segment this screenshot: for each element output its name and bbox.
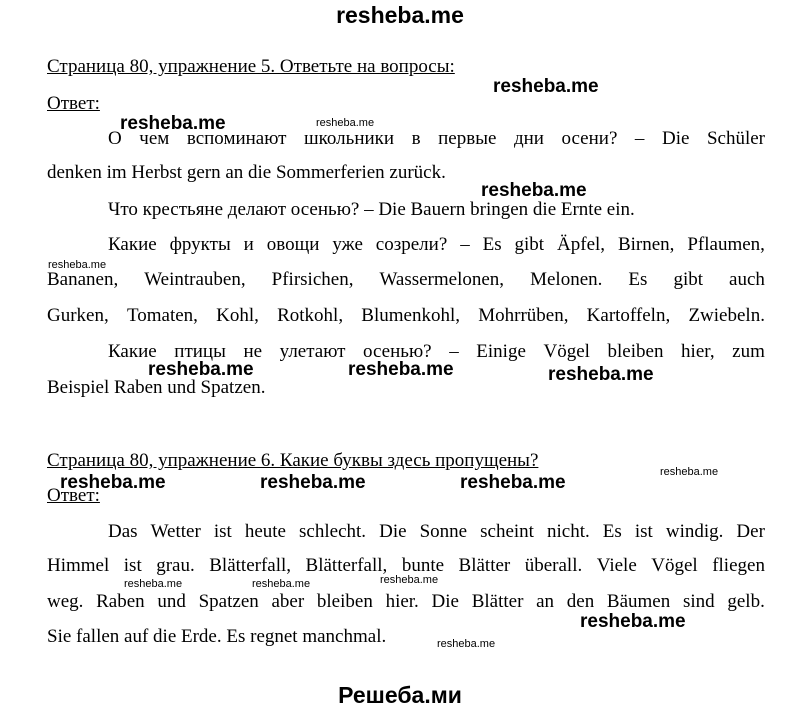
word: Blätter [471, 591, 524, 612]
word: не [243, 341, 263, 362]
word: Der [736, 521, 765, 542]
word: уже [332, 234, 363, 255]
word: школьники [304, 128, 395, 149]
word: – [634, 128, 645, 149]
word: Какие [108, 234, 157, 255]
word: gelb. [727, 591, 765, 612]
exercise-5-line-6 [47, 305, 765, 327]
word: и [243, 234, 254, 255]
word: – [460, 234, 470, 255]
watermark: resheba.me [120, 113, 226, 134]
word: Es [602, 521, 622, 542]
word: – [449, 341, 459, 362]
word: weg. [47, 591, 84, 612]
word: осени? [561, 128, 618, 149]
word: Es [628, 269, 648, 290]
word: an [536, 591, 555, 612]
word: bleiben [607, 341, 664, 362]
watermark: resheba.me [460, 472, 566, 493]
word: Raben [96, 591, 145, 612]
word: Viele [596, 555, 637, 576]
word: grau. [156, 555, 195, 576]
word: Die [431, 591, 459, 612]
word: Spatzen [198, 591, 259, 612]
word: Gurken, [47, 305, 109, 326]
word: О [108, 128, 122, 149]
watermark: resheba.me [580, 611, 686, 632]
word: Vögel [651, 555, 698, 576]
word: ist [213, 521, 232, 542]
word: aber [271, 591, 305, 612]
watermark: resheba.me [60, 472, 166, 493]
exercise-5-line-4 [108, 234, 765, 256]
word: hier, [681, 341, 715, 362]
word: Die [661, 128, 690, 149]
word: den [566, 591, 595, 612]
word: в [411, 128, 421, 149]
exercise-5-line-3: Что крестьяне делают осенью? – Die Bauern bringen die Ernte ein. [108, 199, 635, 220]
word: улетают [279, 341, 346, 362]
watermark: resheba.me [48, 259, 107, 271]
word: Bäumen [606, 591, 671, 612]
word: Mohrrüben, [478, 305, 569, 326]
word: Blätterfall, [209, 555, 292, 576]
word: Äpfel, [557, 234, 606, 255]
word: фрукты [169, 234, 231, 255]
word: Einige [476, 341, 526, 362]
word: und [157, 591, 186, 612]
word: nicht. [547, 521, 590, 542]
word: überall. [524, 555, 583, 576]
word: auch [729, 269, 765, 290]
word: sind [682, 591, 715, 612]
watermark: resheba.me [380, 574, 439, 586]
word: heute [244, 521, 286, 542]
watermark: resheba.me [316, 117, 375, 129]
site-footer-brand: Решеба.ми [338, 682, 462, 708]
word: Zwiebeln. [688, 305, 765, 326]
word: schlecht. [299, 521, 367, 542]
word: Tomaten, [126, 305, 198, 326]
word: чем [139, 128, 170, 149]
exercise-6-line-1 [108, 521, 765, 543]
word: gibt [673, 269, 704, 290]
word: Vögel [543, 341, 590, 362]
word: осенью? [363, 341, 432, 362]
watermark: resheba.me [252, 578, 311, 590]
word: Himmel [47, 555, 110, 576]
word: Das [108, 521, 138, 542]
watermark: resheba.me [481, 180, 587, 201]
watermark: resheba.me [437, 638, 496, 650]
word: Blätter [458, 555, 511, 576]
exercise-5-line-8: Beispiel Raben und Spatzen. [47, 377, 266, 398]
word: Bananen, [47, 269, 119, 290]
word: Какие [108, 341, 157, 362]
word: вспоминают [186, 128, 287, 149]
word: Birnen, [617, 234, 675, 255]
word: Pflaumen, [687, 234, 765, 255]
word: Melonen. [530, 269, 603, 290]
word: Kartoffeln, [586, 305, 671, 326]
watermark: resheba.me [493, 76, 599, 97]
watermark: resheba.me [348, 359, 454, 380]
watermark: resheba.me [148, 359, 254, 380]
exercise-5-line-5 [47, 269, 765, 291]
exercise-5-line-2: denken im Herbst gern an die Sommerferien zurück. [47, 162, 446, 183]
watermark: resheba.me [260, 472, 366, 493]
word: bunte [401, 555, 445, 576]
watermark: resheba.me [660, 466, 719, 478]
word: Weintrauben, [144, 269, 246, 290]
word: windig. [665, 521, 724, 542]
word: ist [634, 521, 653, 542]
word: Die [379, 521, 407, 542]
exercise-6-answer-label: Ответ: [47, 485, 100, 506]
word: Kohl, [216, 305, 259, 326]
exercise-6-title: Страница 80, упражнение 6. Какие буквы здесь пропущены? [47, 450, 539, 471]
word: птицы [174, 341, 226, 362]
word: дни [513, 128, 544, 149]
exercise-5-answer-label: Ответ: [47, 93, 100, 114]
word: hier. [385, 591, 419, 612]
word: ist [123, 555, 142, 576]
word: fliegen [712, 555, 765, 576]
exercise-6-line-4: Sie fallen auf die Erde. Es regnet manchmal. [47, 626, 387, 647]
word: Blumenkohl, [361, 305, 460, 326]
exercise-5-title: Страница 80, упражнение 5. Ответьте на вопросы: [47, 56, 455, 77]
word: Sonne [419, 521, 468, 542]
word: созрели? [375, 234, 448, 255]
word: Es [482, 234, 502, 255]
word: scheint [480, 521, 534, 542]
word: овощи [266, 234, 320, 255]
site-header: resheba.me [336, 2, 464, 28]
word: Rotkohl, [277, 305, 344, 326]
word: Schüler [706, 128, 765, 149]
word: первые [438, 128, 497, 149]
watermark: resheba.me [548, 364, 654, 385]
word: Blätterfall, [305, 555, 388, 576]
word: gibt [514, 234, 545, 255]
word: bleiben [316, 591, 373, 612]
word: Wassermelonen, [379, 269, 505, 290]
word: Wetter [150, 521, 201, 542]
word: Pfirsichen, [271, 269, 354, 290]
word: zum [732, 341, 765, 362]
watermark: resheba.me [124, 578, 183, 590]
exercise-6-line-3 [47, 591, 765, 613]
